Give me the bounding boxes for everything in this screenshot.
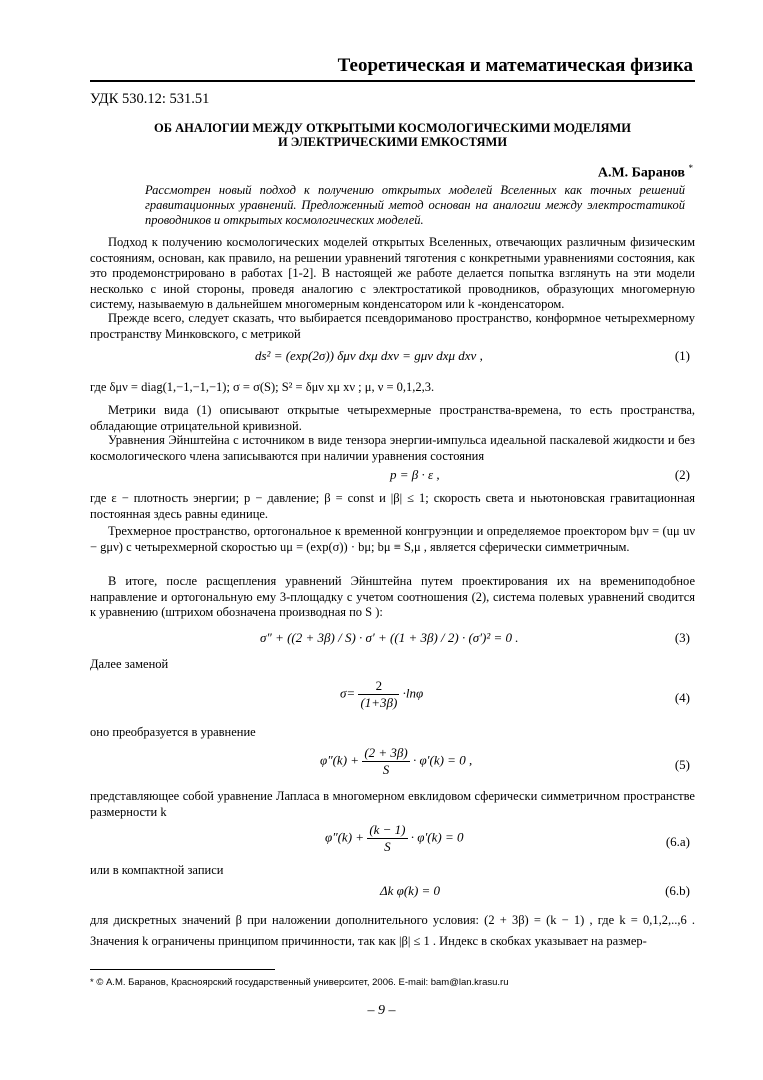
paragraph-where-1: где δμν = diag(1,−1,−1,−1); σ = σ(S); S² = δμν xμ xν ; μ, ν = 0,1,2,3. (90, 380, 435, 394)
author-name: А.М. Баранов (597, 165, 685, 181)
equation-6b-number: (6.b) (665, 883, 690, 898)
equation-1-number: (1) (674, 348, 690, 363)
equation-4-fraction (358, 678, 399, 711)
equation-5-numerator: (2 + 3β) (364, 745, 408, 760)
header-rule (90, 80, 695, 82)
udk-code: УДК 530.12: 531.51 (90, 91, 210, 107)
equation-1 (90, 348, 695, 366)
equation-2-number: (2) (674, 467, 690, 482)
equation-1-body: ds² = (exp(2σ)) δμν dxμ dxν = gμν dxμ dxν , (255, 348, 483, 363)
paragraph-projector: Трехмерное пространство, ортогональное к временной конгруэнции и определяемое проектором bμν = (uμ uν − gμν) с четырехмерной скоростью uμ = (exp(σ)) · bμ; bμ ≡ S,μ , является сферически симметричным. (90, 524, 695, 554)
equation-2 (90, 467, 695, 485)
paragraph-splitting: В итоге, после расщепления уравнений Эйнштейна путем проектирования их на времениподобное направление и ортогональную ему 3-площадку с учетом соотношения (2), система полевых уравнений сводится к уравнению (штрихом обозначена производная по S ): (90, 574, 695, 620)
equation-2-body: p = β · ε , (390, 467, 440, 482)
footnote: * © А.М. Баранов, Красноярский государственный университет, 2006. E-mail: bam@lan.krasu.ru (90, 977, 509, 988)
paragraph-metric: Прежде всего, следует сказать, что выбирается псевдориманово пространство, конформное четырехмерному пространству Минковского, с метрикой (90, 311, 695, 341)
equation-4-numerator: 2 (358, 678, 399, 695)
section-title: Теоретическая и математическая физика (337, 55, 693, 76)
paragraph-compact: или в компактной записи (90, 863, 224, 877)
equation-5-rhs: · φ′(k) = 0 , (412, 752, 473, 768)
equation-5-number: (5) (674, 757, 690, 772)
equation-4 (90, 678, 695, 718)
equation-6b-body: Δk φ(k) = 0 (380, 883, 441, 898)
paper-title (90, 121, 695, 149)
equation-4-lhs: σ= (340, 685, 356, 701)
paragraph-intro: Подход к получению космологических моделей открытых Вселенных, отвечающих различным физическим состояниям, основан, как правило, на решении уравнений тяготения с конкретными уравнениями состояния, как это продемонстрировано в работах [1-2]. В настоящей же работе делается попытка взглянуть на эти модели несколько с иной стороны, проведя аналогию с электростатикой проводников, образующих многомерную систему, называемую в дальнейшем многомерным конденсатором или k -конденсатором. (90, 235, 695, 312)
author-footnote-mark: * (688, 163, 693, 173)
equation-5-denominator: S (382, 762, 390, 777)
equation-6b (90, 883, 695, 901)
equation-4-number: (4) (674, 690, 690, 705)
author (598, 163, 693, 182)
page-number: – 9 – (367, 1003, 396, 1018)
equation-5-lhs: φ″(k) + (320, 752, 360, 768)
title-line-2: И ЭЛЕКТРИЧЕСКИМИ ЕМКОСТЯМИ (277, 135, 508, 149)
footnote-rule (90, 969, 275, 970)
paragraph-substitution: Далее заменой (90, 657, 169, 671)
equation-6a-fraction (367, 822, 407, 855)
equation-6a-numerator: (k − 1) (369, 822, 406, 837)
equation-4-denominator: (1+3β) (360, 695, 398, 710)
paragraph-transform: оно преобразуется в уравнение (90, 725, 256, 739)
equation-3 (90, 630, 695, 648)
paragraph-einstein: Уравнения Эйнштейна с источником в виде тензора энергии-импульса идеальной паскалевой жидкости и без космологического члена записываются при наличии уравнения состояния (90, 433, 695, 463)
paragraph-discrete: для дискретных значений β при наложении дополнительного условия: (2 + 3β) = (k − 1) , где k = 0,1,2,..,6 . Значения k ограничены принципом причинности, так как |β| ≤ 1 . Индекс в скобках указывает на размер- (90, 913, 695, 948)
equation-5 (90, 745, 695, 785)
title-line-1: ОБ АНАЛОГИИ МЕЖДУ ОТКРЫТЫМИ КОСМОЛОГИЧЕСКИМИ МОДЕЛЯМИ (153, 121, 632, 135)
equation-5-fraction (362, 745, 409, 778)
paragraph-metrics-open: Метрики вида (1) описывают открытые четырехмерные пространства-времена, то есть пространства, обладающие отрицательной кривизной. (90, 403, 695, 433)
paragraph-laplace: представляющее собой уравнение Лапласа в многомерном евклидовом сферически симметричном пространстве размерности k (90, 789, 695, 819)
equation-6a (90, 822, 695, 862)
equation-3-number: (3) (674, 630, 690, 645)
equation-3-body: σ″ + ((2 + 3β) / S) · σ′ + ((1 + 3β) / 2) · (σ′)² = 0 . (260, 630, 519, 645)
equation-6a-rhs: · φ′(k) = 0 (410, 829, 464, 845)
equation-4-rhs: ·lnφ (402, 685, 424, 701)
equation-6a-lhs: φ″(k) + (325, 829, 365, 845)
abstract: Рассмотрен новый подход к получению открытых моделей Вселенных как точных решений гравитационных уравнений. Предложенный метод основан на аналогии между электростатикой проводников и открытых космологических моделей. (145, 183, 685, 227)
equation-6a-denominator: S (384, 839, 391, 854)
paragraph-where-2: где ε − плотность энергии; p − давление; β = const и |β| ≤ 1; скорость света и ньютоновская гравитационная постоянная здесь равны единице. (90, 491, 695, 521)
equation-6a-number: (6.a) (665, 834, 690, 849)
